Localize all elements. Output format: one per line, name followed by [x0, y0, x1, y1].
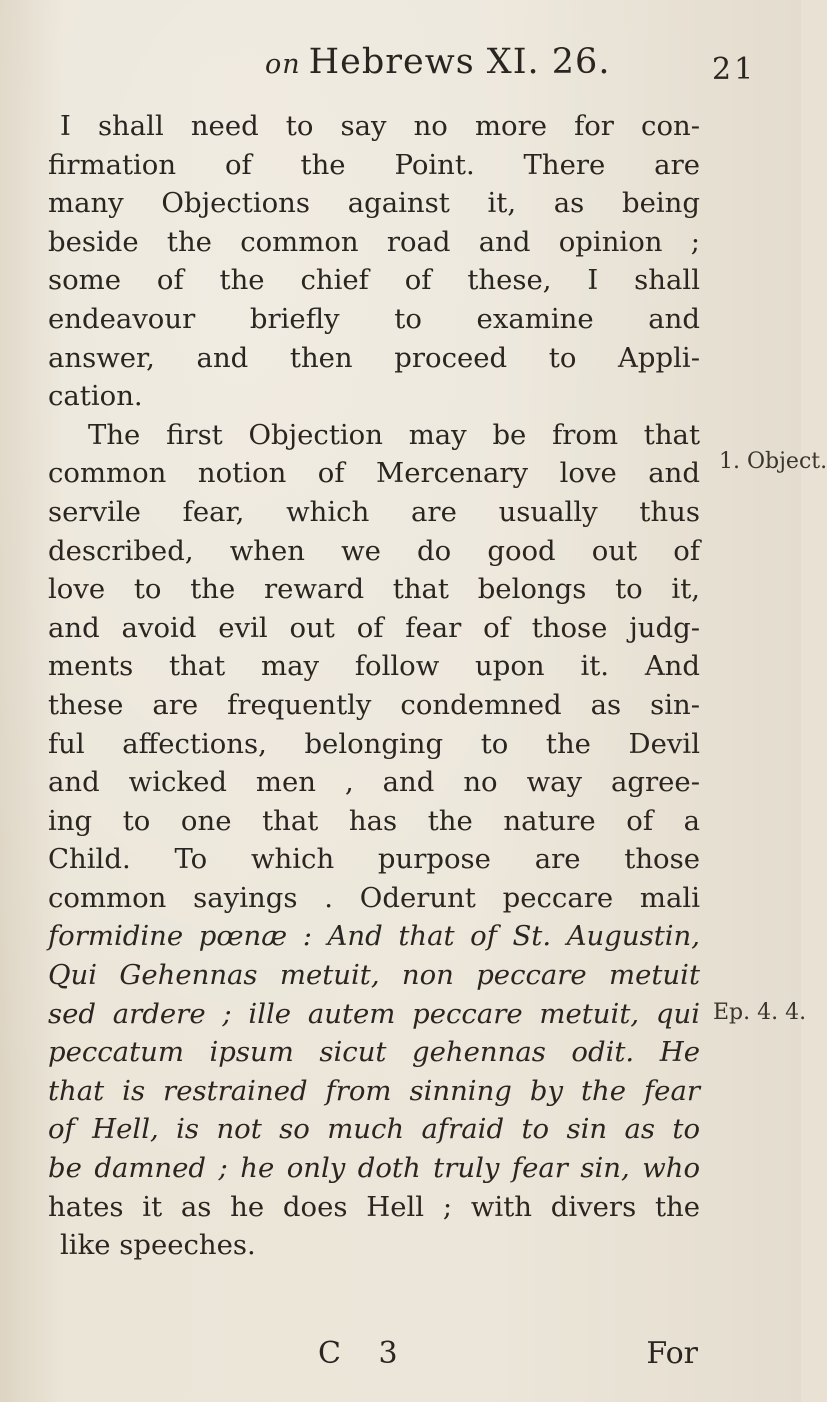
- text-line: ful affections, belonging to the Devil: [48, 727, 700, 760]
- text-line: and avoid evil out of fear of those judg-: [48, 611, 700, 644]
- text-line: Qui Gehennas metuit, non peccare metuit: [48, 959, 700, 992]
- signature-mark: C 3: [318, 1336, 412, 1371]
- text-line: ments that may follow upon it. And: [48, 650, 700, 683]
- text-line: like speeches.: [60, 1229, 256, 1262]
- text-line: be damned ; he only doth truly fear sin, who: [48, 1152, 700, 1185]
- page-number: 21: [712, 52, 757, 87]
- text-line: that is restrained from sinning by the fear: [48, 1074, 700, 1107]
- running-head-prefix: on: [265, 49, 301, 80]
- margin-note-reference: Ep. 4. 4.: [713, 1000, 807, 1025]
- text-line: beside the common road and opinion ;: [48, 225, 700, 258]
- catchword: For: [646, 1336, 698, 1371]
- margin-note-objection: 1. Object.: [719, 449, 827, 474]
- text-line: formidine pœnæ : And that of St. Augustin,: [48, 920, 700, 953]
- text-line: cation.: [48, 380, 143, 413]
- text-line: firmation of the Point. There are: [48, 148, 700, 181]
- text-line: sed ardere ; ille autem peccare metuit, qui: [48, 997, 700, 1030]
- text-line: of Hell, is not so much afraid to sin as to: [48, 1113, 700, 1146]
- text-line: many Objections against it, as being: [48, 187, 700, 220]
- running-head: [265, 42, 610, 82]
- running-head-title: Hebrews XI. 26.: [308, 42, 611, 82]
- text-line: servile fear, which are usually thus: [48, 495, 700, 528]
- text-line: described, when we do good out of: [48, 534, 700, 567]
- text-line: ing to one that has the nature of a: [48, 804, 700, 837]
- text-line: hates it as he does Hell ; with divers the: [48, 1190, 700, 1223]
- text-line: Child. To which purpose are those: [48, 843, 700, 876]
- text-line: endeavour briefly to examine and: [48, 302, 700, 335]
- text-line: peccatum ipsum sicut gehennas odit. He: [48, 1036, 700, 1069]
- text-line: common sayings . Oderunt peccare mali: [48, 881, 700, 914]
- text-line: these are frequently condemned as sin-: [48, 688, 700, 721]
- text-line: some of the chief of these, I shall: [48, 264, 700, 297]
- text-line: answer, and then proceed to Appli-: [48, 341, 700, 374]
- text-line: The first Objection may be from that: [88, 418, 700, 451]
- text-line: and wicked men , and no way agree-: [48, 766, 700, 799]
- text-line: common notion of Mercenary love and: [48, 457, 700, 490]
- body-text: [48, 107, 700, 1265]
- text-line: I shall need to say no more for con-: [60, 110, 700, 142]
- text-line: love to the reward that belongs to it,: [48, 573, 700, 606]
